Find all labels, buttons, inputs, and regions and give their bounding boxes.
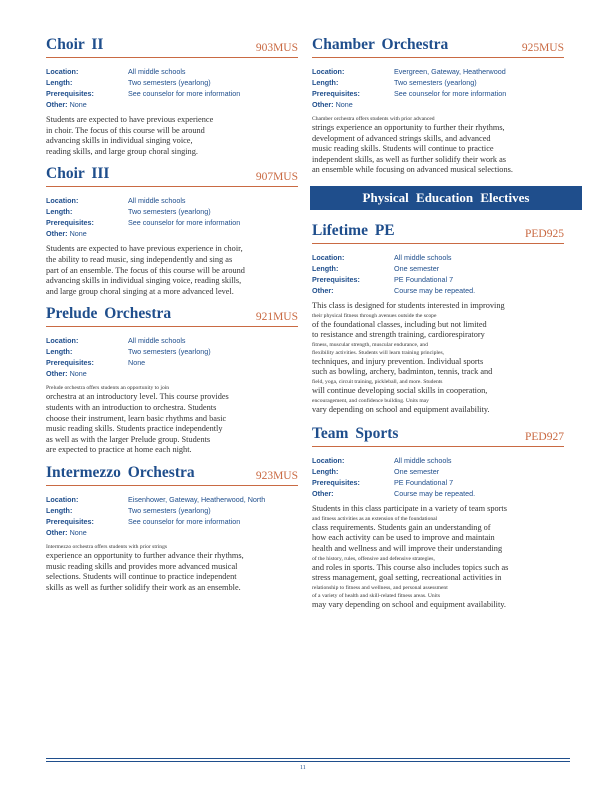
description-line: may vary depending on school and equipment availability.: [312, 599, 506, 609]
course-description: [46, 384, 298, 456]
meta-label: Prerequisites:: [46, 218, 94, 228]
course-description: [46, 543, 298, 593]
course-meta: [312, 252, 564, 296]
description-line: Students are expected to have previous experience in choir,: [46, 244, 243, 254]
meta-value: Two semesters (yearlong): [394, 78, 477, 87]
description-line: skills as well as further solidify their work as an ensemble.: [46, 582, 241, 592]
description-line: fitness, muscular strength, muscular endurance, and: [312, 341, 428, 348]
meta-label: Other:: [312, 285, 334, 295]
course-meta: [46, 195, 298, 239]
footer-rule-bottom: [46, 761, 570, 762]
meta-value: See counselor for more information: [128, 89, 241, 98]
meta-value: All middle schools: [394, 252, 452, 262]
description-line: and fitness activities as an extension of the foundational: [312, 515, 438, 522]
course-code: 923MUS: [255, 469, 298, 482]
course-header: [312, 36, 564, 58]
description-line: advancing skills in individual singing voice,: [46, 136, 193, 146]
meta-label: Prerequisites:: [312, 274, 360, 284]
meta-value: PE Foundational 7: [394, 478, 454, 488]
description-line: Intermezzo orchestra offers students with prior strings: [46, 543, 168, 550]
meta-value: Two semesters (yearlong): [128, 78, 211, 87]
meta-other: [46, 228, 298, 239]
course-block: [312, 36, 564, 176]
meta-label: Location:: [46, 494, 79, 504]
description-line: of a variety of health and skill-related fitness areas. Units: [312, 592, 440, 599]
course-meta: [46, 494, 298, 538]
description-line: experience an opportunity to further advance their rhythms,: [46, 550, 244, 560]
meta-row: [312, 455, 564, 466]
meta-value: All middle schools: [394, 456, 452, 466]
description-line: are expected to practice at home each night.: [46, 445, 192, 455]
meta-other: [312, 99, 564, 110]
description-line: This class is designed for students interested in improving: [312, 300, 505, 310]
meta-value: See counselor for more information: [128, 218, 241, 228]
description-line: Students are expected to have previous experience: [46, 115, 214, 124]
page-number: 11: [300, 765, 306, 771]
description-line: Chamber orchestra offers students with prior advanced: [312, 116, 435, 122]
description-line: and roles in sports. This course also includes topics such as: [312, 562, 509, 572]
description-line: orchestra at an introductory level. This course provides: [46, 392, 229, 402]
meta-value: Evergreen, Gateway, Heatherwood: [394, 67, 506, 76]
meta-row: [46, 195, 298, 206]
description-line: and large group choral singing at a more advanced level.: [46, 286, 234, 296]
description-line: of the foundational classes, including but not limited: [312, 319, 487, 329]
meta-label: Location:: [46, 336, 79, 346]
meta-value: Two semesters (yearlong): [128, 207, 211, 217]
meta-row: [46, 357, 298, 368]
course-header: [312, 425, 564, 447]
meta-label: Length:: [46, 78, 73, 87]
course-title: Chamber Orchestra: [312, 36, 449, 53]
course-code: 903MUS: [255, 42, 298, 54]
meta-row: [312, 88, 564, 99]
description-line: techniques, and injury prevention. Individual sports: [312, 356, 484, 366]
course-title: Lifetime PE: [312, 221, 395, 239]
description-line: will continue developing social skills in cooperation,: [312, 385, 488, 395]
description-line: an ensemble while focusing on advanced musical selections.: [312, 165, 513, 175]
course-block: [312, 425, 564, 610]
course-description: [312, 504, 564, 610]
meta-other-value: None: [69, 527, 87, 537]
meta-label: Length:: [46, 505, 73, 515]
course-description: [312, 115, 564, 176]
meta-row: [312, 77, 564, 88]
meta-value: One semester: [394, 467, 440, 477]
meta-row: [312, 466, 564, 477]
course-meta: [312, 66, 564, 110]
description-line: health and wellness and will improve their understanding: [312, 543, 503, 553]
meta-other-label: Other:: [312, 100, 334, 109]
course-header: [46, 464, 298, 486]
description-line: music reading skills. Students practice independently: [46, 424, 223, 434]
course-code: 925MUS: [521, 42, 564, 54]
meta-row: [46, 66, 298, 77]
course-code: PED925: [525, 227, 564, 240]
course-title: Team Sports: [312, 425, 399, 443]
description-line: reading skills, and large group choral singing.: [46, 146, 198, 156]
meta-row: [312, 274, 564, 285]
description-line: development of advanced strings skills, and advanced: [312, 133, 491, 143]
meta-other-label: Other:: [46, 527, 68, 537]
meta-label: Prerequisites:: [46, 89, 94, 98]
description-line: advancing skills in individual singing voice, reading skills,: [46, 276, 242, 286]
description-line: stress management, goal setting, recreational activities in: [312, 573, 502, 583]
course-title: Choir III: [46, 165, 110, 183]
meta-row: [46, 516, 298, 527]
course-title: Prelude Orchestra: [46, 305, 172, 323]
meta-row: [46, 206, 298, 217]
meta-row: [46, 335, 298, 346]
course-code: 907MUS: [255, 171, 298, 184]
meta-value: All middle schools: [128, 67, 186, 76]
description-line: choose their instrument, learn basic rhythms and basic: [46, 413, 227, 423]
footer-rule-top: [46, 758, 570, 759]
course-meta: [46, 335, 298, 379]
course-description: [46, 115, 298, 157]
meta-other: [46, 99, 298, 110]
meta-label: Prerequisites:: [312, 89, 360, 98]
meta-label: Prerequisites:: [46, 516, 94, 526]
meta-row: [312, 263, 564, 274]
meta-other-value: None: [69, 100, 87, 109]
meta-row: [46, 217, 298, 228]
description-line: Students in this class participate in a variety of team sports: [312, 504, 507, 514]
meta-other-label: Other:: [46, 369, 68, 379]
course-meta: [312, 455, 564, 499]
meta-row: [46, 494, 298, 505]
course-header: [46, 305, 298, 327]
right-column: [312, 36, 564, 610]
description-line: vary depending on school and equipment availability.: [312, 404, 490, 414]
meta-value: Two semesters (yearlong): [128, 347, 211, 357]
meta-other: [46, 527, 298, 538]
course-code: PED927: [525, 431, 564, 444]
meta-other: [46, 368, 298, 379]
meta-label: Location:: [312, 456, 345, 466]
course-title: Intermezzo Orchestra: [46, 463, 195, 481]
description-line: their physical fitness through avenues outside the scope: [312, 312, 437, 319]
meta-value: Course may be repeated.: [394, 285, 476, 295]
course-code: 921MUS: [255, 311, 298, 324]
meta-label: Other:: [312, 489, 334, 499]
description-line: such as bowling, archery, badminton, tennis, track and: [312, 367, 493, 377]
meta-other-value: None: [69, 229, 87, 239]
course-header: [312, 222, 564, 244]
description-line: independent skills, as well as further solidify their work as: [312, 154, 507, 164]
course-block: [46, 36, 298, 157]
meta-value: One semester: [394, 263, 440, 273]
meta-value: None: [128, 358, 146, 368]
course-title: Choir II: [46, 36, 104, 53]
description-line: in choir. The focus of this course will be around: [46, 125, 205, 135]
meta-value: Two semesters (yearlong): [128, 505, 211, 515]
meta-value: Course may be repeated.: [394, 489, 476, 499]
description-line: flexibility activities. Students will learn training principles,: [312, 349, 445, 356]
meta-value: See counselor for more information: [394, 89, 507, 98]
description-line: students with an introduction to orchestra. Students: [46, 402, 217, 412]
meta-other-label: Other:: [46, 100, 68, 109]
description-line: the ability to read music, sing independently and sing as: [46, 254, 233, 264]
course-meta: [46, 66, 298, 110]
course-header: [46, 165, 298, 187]
meta-other-label: Other:: [46, 229, 68, 239]
description-line: as well as with the larger Prelude group. Students: [46, 434, 211, 444]
description-line: class requirements. Students gain an understanding of: [312, 522, 491, 532]
meta-row: [46, 88, 298, 99]
meta-label: Location:: [46, 196, 79, 206]
meta-other-value: None: [335, 100, 353, 109]
meta-label: Length:: [312, 467, 339, 477]
description-line: music reading skills and provides more advanced musical: [46, 561, 238, 571]
description-line: selections. Students will continue to practice independent: [46, 572, 237, 582]
description-line: strings experience an opportunity to further their rhythms,: [312, 123, 505, 132]
meta-label: Length:: [46, 207, 73, 217]
course-description: [312, 301, 564, 415]
meta-value: PE Foundational 7: [394, 274, 454, 284]
meta-row: [312, 285, 564, 296]
section-banner: Physical Education Electives: [310, 186, 582, 210]
course-block: [46, 165, 298, 297]
course-block: [46, 305, 298, 456]
left-column: [46, 36, 298, 593]
meta-row: [312, 252, 564, 263]
meta-row: [312, 66, 564, 77]
course-block: [312, 222, 564, 415]
description-line: to resistance and strength training, cardiorespiratory: [312, 330, 485, 340]
description-line: how each activity can be used to improve and maintain: [312, 533, 495, 543]
meta-label: Length:: [312, 263, 339, 273]
meta-label: Location:: [46, 67, 79, 76]
description-line: of the history, rules, offensive and defensive strategies,: [312, 555, 435, 562]
meta-row: [46, 346, 298, 357]
meta-other-value: None: [69, 369, 87, 379]
description-line: encouragement, and confidence building. Units may: [312, 397, 429, 404]
meta-row: [312, 477, 564, 488]
course-header: [46, 36, 298, 58]
meta-row: [46, 505, 298, 516]
meta-row: [46, 77, 298, 88]
description-line: relationship to fitness and wellness, and personal assessment: [312, 584, 448, 591]
meta-label: Prerequisites:: [312, 478, 360, 488]
description-line: field, yoga, circuit training, pickleball, and more. Students: [312, 378, 443, 385]
description-line: part of an ensemble. The focus of this course will be around: [46, 265, 245, 275]
meta-label: Location:: [312, 67, 345, 76]
course-block: [46, 464, 298, 593]
meta-row: [312, 488, 564, 499]
meta-label: Prerequisites:: [46, 358, 94, 368]
meta-value: All middle schools: [128, 196, 186, 206]
course-description: [46, 244, 298, 297]
meta-label: Length:: [312, 78, 339, 87]
meta-label: Length:: [46, 347, 73, 357]
meta-value: All middle schools: [128, 336, 186, 346]
description-line: Prelude orchestra offers students an opportunity to join: [46, 385, 170, 392]
description-line: music reading skills. Students will continue to practice: [312, 144, 494, 154]
meta-value: Eisenhower, Gateway, Heatherwood, North: [128, 494, 266, 504]
meta-label: Location:: [312, 252, 345, 262]
meta-value: See counselor for more information: [128, 516, 241, 526]
